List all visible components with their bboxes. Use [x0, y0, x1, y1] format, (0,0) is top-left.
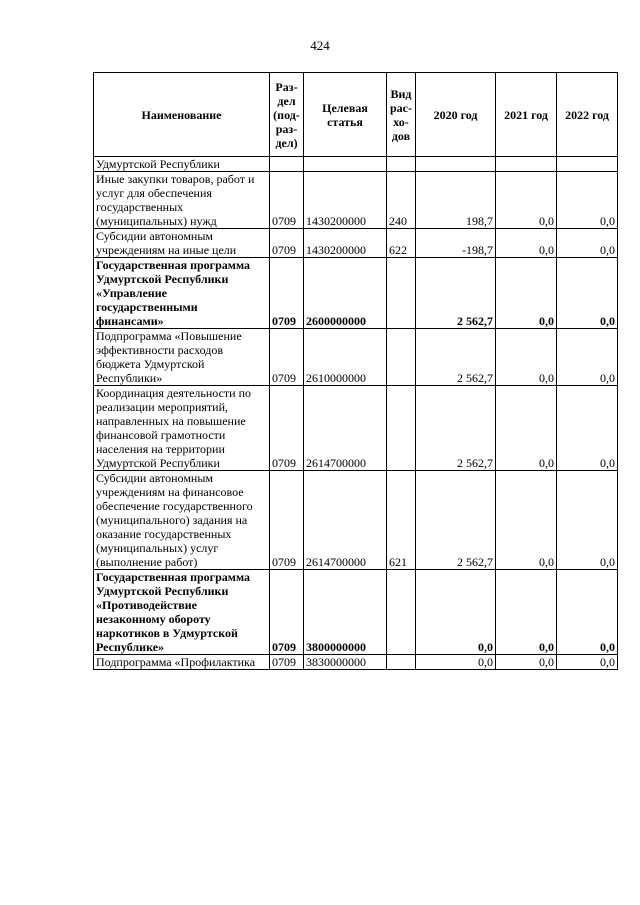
row-section — [270, 157, 304, 172]
table-row — [94, 386, 618, 471]
row-value-2021: 0,0 — [496, 172, 557, 229]
row-kind — [387, 655, 416, 670]
table-row — [94, 329, 618, 386]
table-row — [94, 258, 618, 329]
row-section: 0709 — [270, 258, 304, 329]
row-target: 1430200000 — [304, 172, 387, 229]
row-value-2021: 0,0 — [496, 655, 557, 670]
row-value-2020: 0,0 — [416, 570, 496, 655]
header-2020: 2020 год — [416, 73, 496, 157]
row-value-2022: 0,0 — [557, 386, 618, 471]
row-value-2020: 2 562,7 — [416, 329, 496, 386]
row-target: 2614700000 — [304, 471, 387, 570]
row-kind — [387, 157, 416, 172]
row-kind — [387, 258, 416, 329]
row-value-2020: 2 562,7 — [416, 258, 496, 329]
header-2022: 2022 год — [557, 73, 618, 157]
row-name: Субсидии автономным учреждениям на иные цели — [94, 229, 270, 258]
page-number: 424 — [310, 38, 330, 53]
table-row — [94, 570, 618, 655]
row-target — [304, 157, 387, 172]
budget-table — [93, 72, 618, 670]
table-row — [94, 229, 618, 258]
row-section: 0709 — [270, 570, 304, 655]
row-section: 0709 — [270, 329, 304, 386]
header-kind: Вид рас-хо-дов — [387, 73, 416, 157]
row-name: Субсидии автономным учреждениям на финансовое обеспечение государственного (муниципального) задания на оказание государственных (муниципальных) услуг (выполнение работ) — [94, 471, 270, 570]
header-section: Раз-дел (под-раз-дел) — [270, 73, 304, 157]
table-row — [94, 471, 618, 570]
row-name: Подпрограмма «Профилактика — [94, 655, 270, 670]
row-name: Государственная программа Удмуртской Республики «Управление государственными финансами» — [94, 258, 270, 329]
row-target: 2610000000 — [304, 329, 387, 386]
row-name: Государственная программа Удмуртской Республики «Противодействие незаконному обороту наркотиков в Удмуртской Республике» — [94, 570, 270, 655]
row-value-2020: 2 562,7 — [416, 471, 496, 570]
row-value-2022: 0,0 — [557, 471, 618, 570]
table-row — [94, 655, 618, 670]
row-value-2022: 0,0 — [557, 655, 618, 670]
row-section: 0709 — [270, 655, 304, 670]
row-value-2020: 2 562,7 — [416, 386, 496, 471]
row-kind — [387, 570, 416, 655]
row-value-2020: 198,7 — [416, 172, 496, 229]
row-value-2021: 0,0 — [496, 258, 557, 329]
row-value-2021: 0,0 — [496, 570, 557, 655]
row-value-2020 — [416, 157, 496, 172]
row-value-2022: 0,0 — [557, 570, 618, 655]
row-value-2020: 0,0 — [416, 655, 496, 670]
table-body — [94, 157, 618, 670]
row-name: Иные закупки товаров, работ и услуг для обеспечения государственных (муниципальных) нужд — [94, 172, 270, 229]
row-value-2022 — [557, 157, 618, 172]
table-header-row — [94, 73, 618, 157]
row-kind — [387, 386, 416, 471]
row-value-2021: 0,0 — [496, 386, 557, 471]
row-value-2021: 0,0 — [496, 229, 557, 258]
header-target: Целевая статья — [304, 73, 387, 157]
row-kind: 240 — [387, 172, 416, 229]
row-value-2022: 0,0 — [557, 329, 618, 386]
row-value-2022: 0,0 — [557, 229, 618, 258]
row-value-2022: 0,0 — [557, 172, 618, 229]
row-section: 0709 — [270, 172, 304, 229]
row-name: Координация деятельности по реализации мероприятий, направленных на повышение финансовой грамотности населения на территории Удмуртской Республики — [94, 386, 270, 471]
table-row — [94, 172, 618, 229]
row-target: 2614700000 — [304, 386, 387, 471]
row-target: 1430200000 — [304, 229, 387, 258]
header-name: Наименование — [94, 73, 270, 157]
row-kind: 622 — [387, 229, 416, 258]
row-name: Удмуртской Республики — [94, 157, 270, 172]
row-value-2020: -198,7 — [416, 229, 496, 258]
row-target: 2600000000 — [304, 258, 387, 329]
row-target: 3830000000 — [304, 655, 387, 670]
row-section: 0709 — [270, 386, 304, 471]
row-value-2021: 0,0 — [496, 471, 557, 570]
header-2021: 2021 год — [496, 73, 557, 157]
row-name: Подпрограмма «Повышение эффективности расходов бюджета Удмуртской Республики» — [94, 329, 270, 386]
row-section: 0709 — [270, 229, 304, 258]
row-kind: 621 — [387, 471, 416, 570]
row-value-2021 — [496, 157, 557, 172]
row-value-2022: 0,0 — [557, 258, 618, 329]
row-value-2021: 0,0 — [496, 329, 557, 386]
row-target: 3800000000 — [304, 570, 387, 655]
row-kind — [387, 329, 416, 386]
row-section: 0709 — [270, 471, 304, 570]
table-row — [94, 157, 618, 172]
